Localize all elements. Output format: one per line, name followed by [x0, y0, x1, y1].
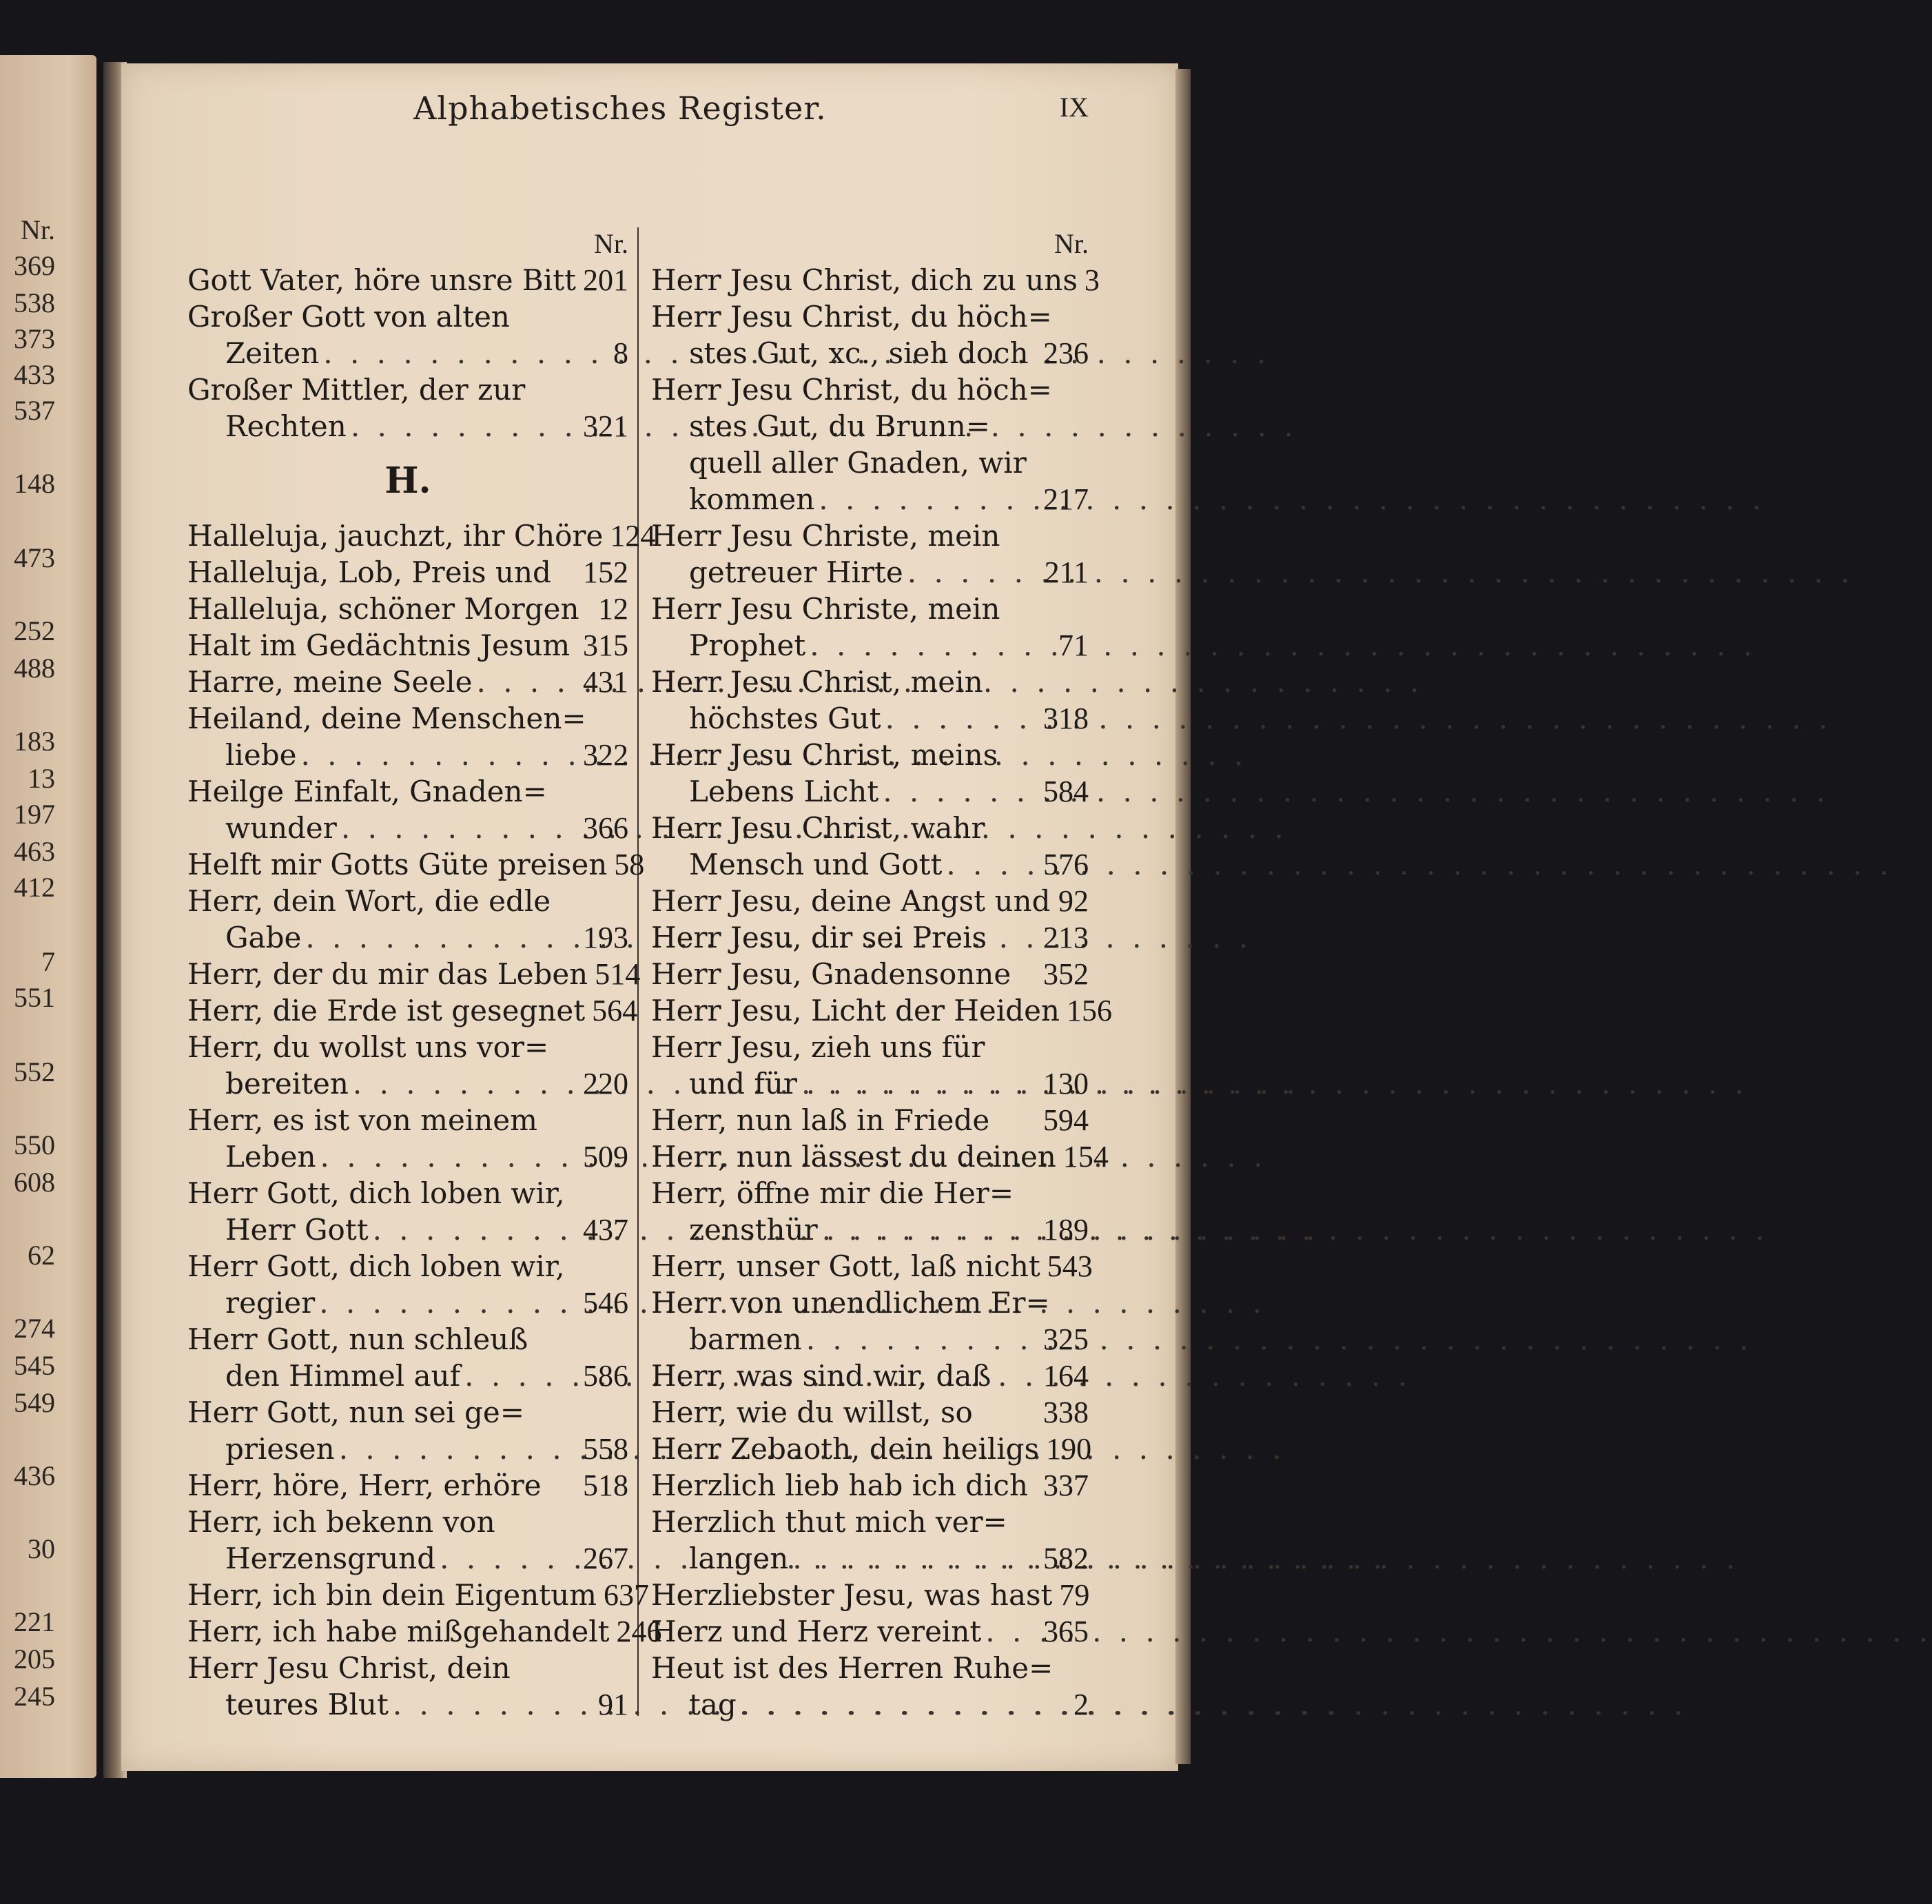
left-margin-number: 205 [14, 1644, 55, 1675]
index-entry [651, 956, 1089, 992]
index-entry [187, 956, 641, 992]
leader-dots [818, 1211, 1036, 1248]
entry-text: Herr, höre, Herr, erhöre [187, 1468, 542, 1502]
index-entry [651, 773, 1089, 810]
entry-text: Herr Jesu Christ, du höch= [651, 300, 1052, 334]
index-entry [651, 1358, 1089, 1394]
entry-text: Herr Jesu Christ, dein [187, 1651, 511, 1685]
hymn-number: 130 [1043, 1067, 1089, 1101]
leader-dots [942, 846, 1036, 883]
page-number: IX [1059, 92, 1089, 123]
entry-text: Herr Jesu Christe, mein [651, 519, 1000, 553]
hymn-number: 321 [583, 409, 628, 443]
entry-text: den Himmel auf [225, 1359, 461, 1393]
hymn-number: 8 [613, 336, 628, 370]
entry-text: Herr, unser Gott, laß nicht [651, 1249, 1040, 1283]
entry-text: Heiland, deine Menschen= [187, 702, 586, 735]
hymn-number: 582 [1043, 1542, 1089, 1575]
hymn-number: 92 [1058, 884, 1089, 918]
hymn-number: 594 [1043, 1103, 1089, 1137]
entry-text: Gabe [225, 921, 302, 954]
entry-text: Harre, meine Seele [187, 665, 473, 699]
hymn-number: 193 [583, 921, 628, 954]
entry-text: Mensch und Gott [689, 848, 943, 881]
right-entries [651, 262, 1112, 1723]
hymn-number: 586 [583, 1359, 628, 1393]
entry-text: Lebens Licht [689, 775, 879, 808]
left-entries [187, 262, 662, 1723]
index-entry [651, 737, 1089, 773]
entry-text: barmen [689, 1322, 802, 1356]
entry-text: Großer Mittler, der zur [187, 373, 526, 407]
left-margin-number: 436 [14, 1460, 55, 1491]
hymn-number: 71 [1058, 628, 1089, 662]
index-entry [187, 627, 628, 664]
entry-text: Herr Jesu, Gnadensonne [651, 957, 1011, 991]
leader-dots [981, 1613, 1036, 1650]
left-margin-number: 7 [41, 946, 55, 977]
entry-text: höchstes Gut [689, 702, 881, 735]
index-entry [187, 298, 628, 335]
hymn-number: 12 [598, 592, 628, 626]
entry-text: Herr, der du mir das Leben [187, 957, 588, 991]
entry-text: Herzlich thut mich ver= [651, 1505, 1007, 1539]
index-entry [187, 591, 628, 627]
entry-text: Leben [225, 1140, 316, 1174]
entry-text: Halt im Gedächtnis Jesum [187, 628, 571, 662]
index-entry [187, 1577, 650, 1613]
index-column-left [187, 227, 662, 1723]
index-entry [187, 1358, 628, 1394]
index-entry [187, 1540, 628, 1577]
index-entry [187, 1211, 628, 1248]
hymn-number: 584 [1043, 775, 1089, 808]
leader-dots [369, 1211, 576, 1248]
hymn-number: 3 [1084, 263, 1100, 297]
hymn-number: 518 [583, 1468, 628, 1502]
index-entry [187, 810, 628, 846]
left-margin-number: 274 [14, 1313, 55, 1344]
entry-text: Helft mir Gotts Güte preisen [187, 848, 608, 881]
index-entry [187, 1613, 662, 1650]
hymn-number: 217 [1043, 482, 1089, 516]
entry-text: Halleluja, jauchzt, ihr Chöre [187, 519, 604, 553]
entry-text: regier [225, 1286, 316, 1320]
entry-text: stes Gut, du Brunn= [689, 409, 990, 443]
hymn-number: 201 [583, 263, 628, 297]
hymn-number: 236 [1043, 336, 1089, 370]
index-entry [651, 1065, 1089, 1102]
index-entry [187, 664, 628, 700]
index-entry [187, 992, 638, 1029]
index-entry [187, 262, 628, 298]
index-entry [187, 1431, 628, 1467]
left-margin-number: 463 [14, 836, 55, 867]
entry-text: Herr, ich bekenn von [187, 1505, 495, 1539]
section-heading: H. [384, 460, 431, 502]
hymn-number: 352 [1043, 957, 1089, 991]
hymn-number: 58 [614, 848, 645, 881]
hymn-number: 2 [1073, 1688, 1089, 1721]
index-entry [187, 1284, 628, 1321]
index-entry [187, 335, 628, 371]
entry-text: Zeiten [225, 336, 320, 370]
entry-text: Herr, wie du willst, so [651, 1395, 973, 1429]
index-entry [651, 1613, 1089, 1650]
index-entry [651, 371, 1089, 408]
entry-text: Rechten [225, 409, 347, 443]
leader-dots [797, 1065, 1036, 1102]
hymn-number: 558 [583, 1432, 628, 1466]
entry-text: und für [689, 1067, 798, 1101]
left-margin-number: 221 [14, 1606, 55, 1637]
index-entry [187, 737, 628, 773]
entry-text: Herzensgrund [225, 1542, 436, 1575]
hymn-number: 576 [1043, 848, 1089, 881]
index-entry [187, 1138, 628, 1175]
left-margin-number: 433 [14, 359, 55, 390]
hymn-number: 325 [1043, 1322, 1089, 1356]
hymn-number: 543 [1047, 1249, 1093, 1283]
index-entry [187, 883, 628, 919]
leader-dots [435, 1540, 576, 1577]
left-margin-number: 13 [28, 763, 55, 794]
hymn-number: 564 [592, 994, 638, 1027]
entry-text: Herr Jesu, Licht der Heiden [651, 994, 1060, 1027]
entry-text: liebe [225, 738, 297, 772]
entry-text: Herr, ich habe mißgehandelt [187, 1615, 610, 1648]
left-margin-number: 412 [14, 872, 55, 903]
entry-text: Herr Gott, nun sei ge= [187, 1395, 524, 1429]
leader-dots [389, 1686, 591, 1723]
hymn-number: 338 [1043, 1395, 1089, 1429]
entry-text: Herr, ich bin dein Eigentum [187, 1578, 597, 1612]
index-entry [651, 1175, 1089, 1211]
index-entry [187, 408, 628, 444]
left-margin-number: 538 [14, 287, 55, 318]
index-entry [651, 298, 1089, 335]
leader-dots [788, 1540, 1036, 1577]
left-margin-number: 550 [14, 1129, 55, 1160]
entry-text: Herr, die Erde ist gesegnet [187, 994, 586, 1027]
index-entry [651, 518, 1089, 554]
entry-text: Herr, nun lässest du deinen [651, 1140, 1056, 1174]
hymn-number: 337 [1043, 1468, 1089, 1502]
entry-text: Herr Gott, nun schleuß [187, 1322, 528, 1356]
leader-dots [802, 1321, 1036, 1358]
hymn-number: 315 [583, 628, 628, 662]
leader-dots [296, 737, 576, 773]
leader-dots [473, 664, 576, 700]
left-margin-number: 183 [14, 726, 55, 757]
entry-text: Gott Vater, höre unsre Bitt [187, 263, 576, 297]
left-margin-number: 373 [14, 323, 55, 354]
leader-dots [319, 335, 606, 371]
entry-text: Großer Gott von alten [187, 300, 510, 334]
leader-dots [903, 554, 1038, 591]
leader-dots [315, 1284, 576, 1321]
entry-text: Herr Gott [225, 1213, 369, 1247]
index-entry [187, 1248, 628, 1284]
entry-text: Herr, dein Wort, die edle [187, 884, 551, 918]
hymn-number: 220 [583, 1067, 628, 1101]
index-entry [651, 919, 1089, 956]
entry-text: Herr Jesu Christe, mein [651, 592, 1000, 626]
entry-text: Herr Jesu, zieh uns für [651, 1030, 985, 1064]
index-entry [651, 1394, 1089, 1431]
entry-text: Herr, öffne mir die Her= [651, 1176, 1014, 1210]
entry-text: Herzlich lieb hab ich dich [651, 1468, 1029, 1502]
index-entry [651, 883, 1089, 919]
hymn-number: 211 [1044, 555, 1089, 589]
index-entry [651, 1138, 1109, 1175]
hymn-number: 322 [583, 738, 628, 772]
index-column-right [651, 227, 1112, 1723]
hymn-number: 156 [1066, 994, 1112, 1027]
left-margin-number: 369 [14, 250, 55, 281]
leader-dots [347, 408, 576, 444]
index-entry [651, 262, 1100, 298]
entry-text: priesen [225, 1432, 335, 1466]
entry-text: Herzliebster Jesu, was hast [651, 1578, 1053, 1612]
hymn-number: 637 [604, 1578, 650, 1612]
left-margin-number: 488 [14, 653, 55, 684]
hymn-number: 91 [598, 1688, 628, 1721]
hymn-number: 431 [583, 665, 628, 699]
hymn-number: 213 [1043, 921, 1089, 954]
index-entry [187, 700, 628, 737]
left-margin-number: 252 [14, 615, 55, 646]
entry-text: Prophet [689, 628, 806, 662]
entry-text: Herr Jesu Christ, dich zu uns [651, 263, 1078, 297]
entry-text: Herr, nun laß in Friede [651, 1103, 990, 1137]
index-entry [187, 1686, 628, 1723]
index-entry [651, 1540, 1089, 1577]
entry-text: zensthür [689, 1213, 818, 1247]
leader-dots [337, 810, 576, 846]
hymn-number: 124 [610, 519, 656, 553]
index-entry [187, 371, 628, 408]
entry-text: Herr Zebaoth, dein heiligs [651, 1432, 1040, 1466]
leader-dots [335, 1431, 576, 1467]
entry-text: Herr Gott, dich loben wir, [187, 1176, 565, 1210]
index-entry [651, 992, 1112, 1029]
index-entry [651, 1431, 1092, 1467]
index-entry [187, 554, 628, 591]
hymn-number: 164 [1043, 1359, 1089, 1393]
index-entry [651, 444, 1089, 481]
index-entry [651, 1686, 1089, 1723]
index-entry [651, 591, 1089, 627]
entry-text: wunder [225, 811, 337, 845]
index-entry [651, 700, 1089, 737]
index-entry [187, 1394, 628, 1431]
index-entry [651, 664, 1089, 700]
left-margin-number: 551 [14, 982, 55, 1013]
index-entry [651, 627, 1089, 664]
hymn-number: 152 [583, 555, 628, 589]
left-margin-number: 473 [14, 542, 55, 573]
index-entry [651, 1321, 1089, 1358]
index-entry [651, 1284, 1089, 1321]
hymn-number: 190 [1046, 1432, 1092, 1466]
left-margin-number: 545 [14, 1350, 55, 1381]
index-entry [651, 1248, 1093, 1284]
entry-text: Herr Jesu, deine Angst und [651, 884, 1051, 918]
index-entry [187, 1504, 628, 1540]
hymn-number: 318 [1043, 702, 1089, 735]
column-head: Nr. [1054, 228, 1089, 259]
index-entry [651, 554, 1089, 591]
left-margin-number: 148 [14, 468, 55, 499]
entry-text: Herr Gott, dich loben wir, [187, 1249, 565, 1283]
index-entry [651, 481, 1089, 518]
leader-dots [316, 1138, 576, 1175]
entry-text: Herr Jesu Christ, mein [651, 665, 983, 699]
index-entry [187, 1065, 628, 1102]
previous-page-column-head: Nr. [21, 214, 55, 245]
entry-text: kommen [689, 482, 815, 516]
entry-text: Herr von unendlichem Er= [651, 1286, 1050, 1320]
index-entry [651, 846, 1089, 883]
leader-dots [878, 773, 1036, 810]
index-entry [187, 1102, 628, 1138]
left-margin-number: 549 [14, 1387, 55, 1418]
index-entry [651, 1577, 1089, 1613]
hymn-number: 79 [1059, 1578, 1090, 1612]
hymn-number: 267 [583, 1542, 628, 1575]
entry-text: Heilge Einfalt, Gnaden= [187, 775, 547, 808]
index-entry [651, 1102, 1089, 1138]
leader-dots [737, 1686, 1067, 1723]
hymn-number: 365 [1043, 1615, 1089, 1648]
leader-dots [349, 1065, 576, 1102]
entry-text: Herr Jesu, dir sei Preis [651, 921, 987, 954]
entry-text: Halleluja, schöner Morgen [187, 592, 579, 626]
entry-text: Herr, du wollst uns vor= [187, 1030, 549, 1064]
entry-text: teures Blut [225, 1688, 389, 1721]
leader-dots [814, 481, 1036, 518]
leader-dots [460, 1358, 576, 1394]
index-entry [651, 335, 1089, 371]
index-entry [651, 1211, 1089, 1248]
entry-text: Herr, es ist von meinem [187, 1103, 537, 1137]
hymn-number: 246 [616, 1615, 662, 1648]
index-entry [187, 919, 628, 956]
index-entry [187, 518, 656, 554]
entry-text: stes Gut, xc., sieh doch [689, 336, 1029, 370]
hymn-number: 509 [583, 1140, 628, 1174]
index-entry [651, 1504, 1089, 1540]
entry-text: Herr Jesu Christ, du höch= [651, 373, 1052, 407]
index-entry [187, 1650, 628, 1686]
index-entry [651, 1650, 1089, 1686]
entry-text: Heut ist des Herren Ruhe= [651, 1651, 1054, 1685]
hymn-number: 514 [595, 957, 641, 991]
hymn-number: 154 [1062, 1140, 1109, 1174]
entry-text: Herr Jesu Christ, wahr [651, 811, 985, 845]
entry-text: Herr Jesu Christ, meins [651, 738, 998, 772]
hymn-number: 437 [583, 1213, 628, 1247]
index-entry [187, 1029, 628, 1065]
hymn-number: 189 [1043, 1213, 1089, 1247]
index-entry [187, 846, 645, 883]
leader-dots [881, 700, 1036, 737]
index-entry [651, 1467, 1089, 1504]
index-entry [187, 1467, 628, 1504]
page-edge [1175, 69, 1191, 1764]
left-margin-number: 537 [14, 395, 55, 426]
index-entry [187, 1175, 628, 1211]
left-margin-number: 30 [28, 1533, 55, 1564]
left-margin-number: 197 [14, 799, 55, 830]
left-margin-number: 62 [28, 1240, 55, 1271]
entry-text: getreuer Hirte [689, 555, 903, 589]
entry-text: Herr, was sind wir, daß [651, 1359, 991, 1393]
entry-text: Halleluja, Lob, Preis und [187, 555, 551, 589]
leader-dots [301, 919, 576, 956]
entry-text: langen [689, 1542, 789, 1575]
column-head: Nr. [594, 228, 628, 259]
leader-dots [805, 627, 1051, 664]
index-entry [651, 810, 1089, 846]
entry-text: Herz und Herz vereint [651, 1615, 982, 1648]
running-header: Alphabetisches Register. [413, 90, 827, 127]
index-entry [187, 1321, 628, 1358]
left-margin-number: 245 [14, 1681, 55, 1712]
index-entry [651, 408, 1089, 444]
entry-text: quell aller Gnaden, wir [689, 446, 1027, 480]
entry-text: tag [689, 1688, 737, 1721]
hymn-number: 366 [583, 811, 628, 845]
index-entry [187, 773, 628, 810]
left-margin-number: 608 [14, 1167, 55, 1198]
left-margin-number: 552 [14, 1056, 55, 1087]
hymn-number: 546 [583, 1286, 628, 1320]
index-entry [651, 1029, 1089, 1065]
entry-text: bereiten [225, 1067, 349, 1101]
